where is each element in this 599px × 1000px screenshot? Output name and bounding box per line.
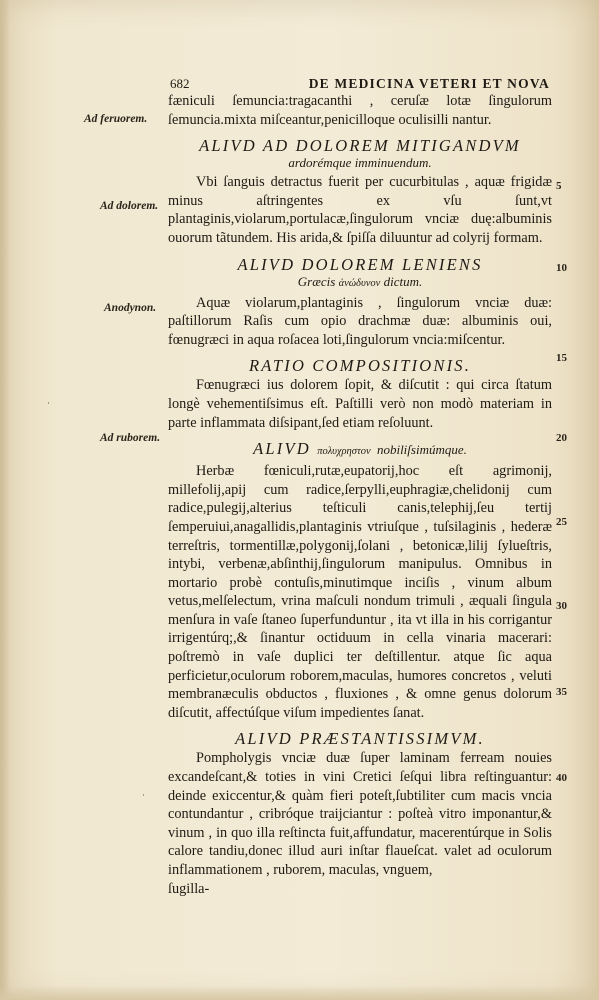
line-number: 10 — [556, 262, 567, 274]
line-number: 40 — [556, 772, 567, 784]
margin-speck: · — [142, 790, 145, 800]
page-number: 682 — [170, 76, 190, 91]
line-number: 15 — [556, 352, 567, 364]
greek-word: πολυχρηστον — [317, 446, 371, 458]
page-edge-shadow — [0, 0, 10, 1000]
section-title: ALIVD PRÆSTANTISSIMVM. — [235, 729, 485, 749]
line-number: 25 — [556, 516, 567, 528]
page-header — [170, 76, 550, 92]
section-title: ALIVD AD DOLOREM MITIGANDVM — [199, 136, 521, 156]
line-number: 35 — [556, 686, 567, 698]
greek-word: ἀνώδυνον — [338, 277, 381, 289]
section-title — [168, 438, 552, 462]
margin-note-anodynon: Anodynon. — [104, 302, 157, 314]
paragraph: fæniculi ſemuncia:tragacanthi , ceruſæ lotæ ſingulorum ſemuncia.mixta miſceantur,penicilloque oculisilli nantur. — [168, 93, 552, 128]
paragraph: Fœnugræci ius dolorem ſopit, & diſcutit : qui circa ſtatum longè vehementiſsimus eſt. Paſtilli verò non modò materiam in parte inflammata diſsipant,ſed etiam reſoluunt. — [168, 377, 552, 431]
paragraph: Aquæ violarum,plantaginis , ſingulorum vnciæ duæ: paſtillorum Raſis cum opio drachmæ duæ: albuminis oui, fœnugræci in aqua roſacea loti,ſingulorum vncia:miſcentur. — [168, 294, 552, 348]
title-post: nobiliſsimúmque. — [376, 442, 467, 458]
margin-note-ad-ruborem: Ad ruborem. — [100, 432, 161, 444]
margin-speck: · — [47, 398, 50, 408]
subtitle-pre: Græcis — [297, 273, 336, 289]
page-bottom-shadow — [0, 986, 599, 1000]
paragraph: Pompholygis vnciæ duæ ſuper laminam ferream nouies excandeſcant,& toties in vini Cretici ſeſqui libra reſtinguantur: deinde exiccentur,& quàm fieri poteſt,ſubtiliter cum macis vncia contundantur , cribróque traijciantur : poſteà vitro imponantur,& vinum , in quo illa reſtincta fuit,affundatur, macerentúrque in Solis calore tandiu,donec illud auri inſtar flaueſcat. valet ad oculorum inflammationem , ruborem, maculas, vnguem, — [168, 750, 552, 878]
running-title: DE MEDICINA VETERI ET NOVA — [308, 76, 550, 91]
section-title: RATIO COMPOSITIONIS. — [248, 356, 472, 376]
line-number: 20 — [556, 432, 567, 444]
line-number: 30 — [556, 600, 567, 612]
paragraph: Vbi ſanguis detractus fuerit per cucurbitulas , aquæ frigidæ minus aſtringentes ex vſu ſunt,vt plantaginis,violarum,portulacæ,ſingulorum vnciæ duę:albuminis ouorum tãtundem. His arida,& ſpiſſa diluuntur ad colyrij formam. — [168, 174, 552, 246]
title-word: ALIVD — [253, 439, 311, 459]
text-column — [168, 92, 552, 898]
margin-note-ad-dolorem: Ad dolorem. — [100, 200, 159, 212]
section-title: ALIVD DOLOREM LENIENS — [237, 254, 483, 274]
section-subtitle: ardorémque imminuendum. — [288, 155, 432, 171]
margin-note-ad-feruorem: Ad feruorem. — [84, 113, 148, 125]
section-subtitle — [168, 274, 552, 292]
catchword: ſugilla- — [168, 880, 210, 897]
line-number: 5 — [556, 180, 562, 192]
subtitle-post: dictum. — [383, 273, 423, 289]
paragraph: Herbæ fœniculi,rutæ,eupatorij,hoc eſt agrimonij, millefolij,apij cum radice,ſerpylli,euphragiæ,chelidonij cum radice,pulegij,alterius teſticuli canis,telephij,ſeu tertij ſemperuiui,anagallidis,plantaginis vtriuſque , tuſsilaginis , hederæ terreſtris, tormentillæ,polygonij,ſolani , betonicæ,lilij ſylueſtris, intybi, verbenæ,abſinthij,ſingulorum manipulus. Omnibus in mortario probè contuſis,minutimque inciſis , vinum album vetus,melſelectum, vrina maſculi nondum trimuli , æquali ſingula menſura in vaſe ſtaneo ſuperfunduntur , ita vt illa in his corrigantur irrigentúrq;,& ſinantur octiduum in cella vinaria macerari: poſtremò in vaſe duplici ter deſtillentur. atque ſic aqua perficietur,oculorum roborem,maculas, humores concretos , veluti membranæculis obductos , fluxiones , & omne genus dolorum diſcutit, affectúſque viſum impedientes ſanat. — [168, 463, 552, 721]
